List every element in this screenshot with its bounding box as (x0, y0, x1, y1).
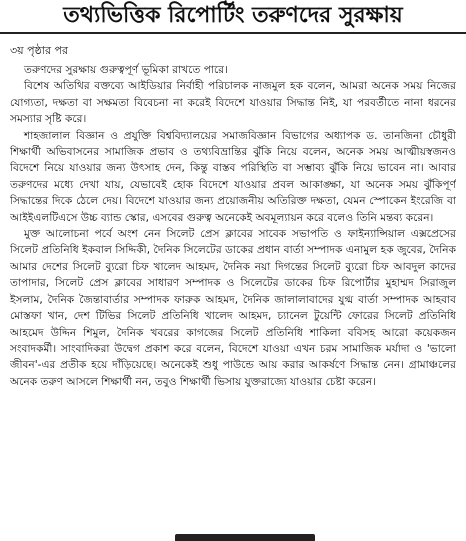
article-body (10, 62, 456, 532)
next-headline-fragment (0, 531, 466, 541)
continuation-note: ৩য় পৃষ্ঠার পর (10, 44, 69, 57)
paragraph: তরুণদের সুরক্ষায় গুরুত্বপূর্ণ ভূমিকা রাখতে পারে। (24, 64, 228, 76)
paragraph: শাহজালাল বিজ্ঞান ও প্রযুক্তি বিশ্ববিদ্যালয়ের সমাজবিজ্ঞান বিভাগের অধ্যাপক ড. তানজিনা চৌধুরী শিক্ষার্থী অভিবাসনের সামাজিক প্রভাব ও তথ্যবিভ্রান্তির ঝুঁকি নিয়ে বলেন, অনেক সময় আত্মীয়স্বজনও বিদেশে নিয়ে যাওয়ার জন্য উৎসাহ দেন, কিন্তু বাস্তব পরিস্থিতি বা সম্ভাব্য ঝুঁকি নিয়ে ভাবেন না। আবার তরুণদের মধ্যে দেখা যায়, যেভাবেই হোক বিদেশে যাওয়ার প্রবল আকাঙ্ক্ষা, যা অনেক সময় ঝুঁকিপূর্ণ সিদ্ধান্তের দিকে ঠেলে দেয়। বিদেশে যাওয়ার জন্য প্রয়োজনীয় অতিরিক্ত দক্ষতা, যেমন স্পোকেন ইংরেজি বা আইইএলটিএসে উচ্চ ব্যান্ড স্কোর, এসবের গুরুত্ব অনেকেই অবমূল্যায়ন করে বলেও তিনি মন্তব্য করেন। (10, 129, 456, 224)
cut-off-text-fragment (175, 534, 315, 541)
paragraph: বিশেষ অতিথির বক্তব্যে আইডিয়ার নির্বাহী পরিচালক নাজমুল হক বলেন, আমরা অনেক সময় নিজের যোগ্যতা, দক্ষতা বা সক্ষমতা বিবেচনা না করেই বিদেশে যাওয়ার সিদ্ধান্ত নিই, যা পরবর্তীতে নানা ধরনের সমস্যার সৃষ্টি করে। (10, 80, 456, 126)
headline: তথ্যভিত্তিক রিপোর্টিং তরুণদের সুরক্ষায় (0, 0, 466, 34)
paragraph: মুক্ত আলোচনা পর্বে অংশ নেন সিলেট প্রেস ক্লাবের সাবেক সভাপতি ও ফাইন্যান্সিয়াল এক্সপ্রেসের সিলেট প্রতিনিধি ইকবাল সিদ্দিকী, দৈনিক সিলেটের ডাকের প্রধান বার্তা সম্পাদক এনামুল হক জুবের, দৈনিক আমার দেশের সিলেট ব্যুরো চিফ খালেদ আহমদ, দৈনিক নয়া দিগন্তের সিলেট ব্যুরো চিফ আবদুল কাদের তাপাদার, সিলেট প্রেস ক্লাবের সাধারণ সম্পাদক ও সিলেটের ডাকের চিফ রিপোর্টার মুহাম্মদ সিরাজুল ইসলাম, দৈনিক জৈন্তাবার্তার সম্পাদক ফারুক আহমদ, দৈনিক জালালাবাদের যুগ্ম বার্তা সম্পাদক আহবাব মোস্তফা খান, দেশ টিভির সিলেট প্রতিনিধি খালেদ আহমদ, চ্যানেল টুয়েন্টি ফোরের সিলেট প্রতিনিধি আহমেদ উদ্দিন শিমুল, দৈনিক খবরের কাগজের সিলেট প্রতিনিধি শাকিলা ববিসহ আরো কয়েকজন সংবাদকর্মী। সাংবাদিকরা উদ্বেগ প্রকাশ করে বলেন, বিদেশে যাওয়া এখন চরম সামাজিক মর্যাদা ও 'ভালো জীবন'-এর প্রতীক হয়ে দাঁড়িয়েছে। অনেকেই শুধু পাউন্ডে আয় করার আকর্ষণে সিদ্ধান্ত নেন। গ্রামাঞ্চলের অনেক তরুণ আসলে শিক্ষার্থী নন, তবুও শিক্ষার্থী ভিসায় যুক্তরাজ্যে যাওয়ার চেষ্টা করেন। (10, 228, 456, 388)
